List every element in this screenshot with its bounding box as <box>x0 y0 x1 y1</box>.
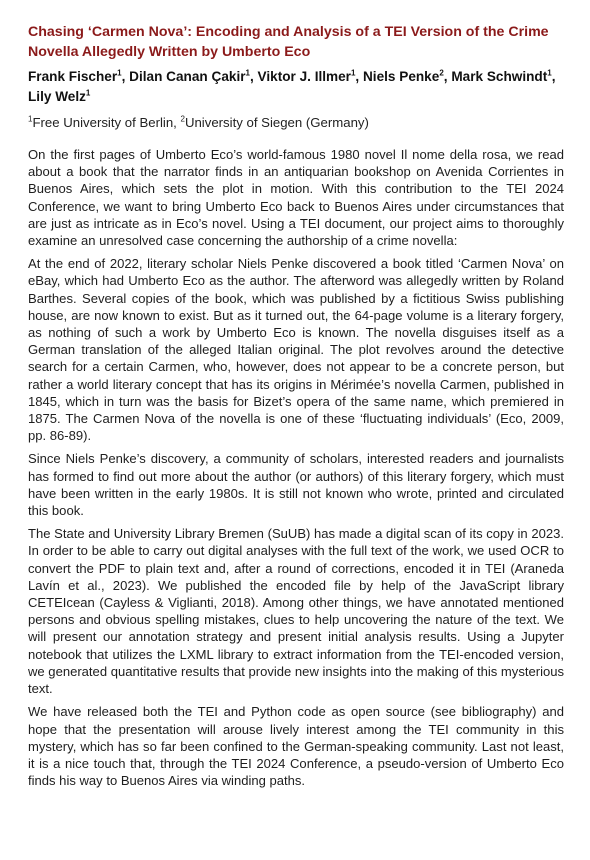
author: Viktor J. Illmer$^1$, <box>257 68 360 84</box>
author-affiliation-mark: 1 <box>547 68 552 78</box>
affiliations <box>28 114 564 132</box>
affiliation-mark: 1 <box>28 114 33 124</box>
affiliation-mark: 2 <box>180 114 185 124</box>
author-affiliation-mark: 1 <box>245 68 250 78</box>
author-affiliation-mark: 1 <box>117 68 122 78</box>
abstract-paragraph: At the end of 2022, literary scholar Niels Penke discovered a book titled ‘Carmen Nova’ on eBay, which had Umberto Eco as the author. The afterword was allegedly written by Roland Barthes. Several copies of the book, which was published by a fictitious Swiss publishing house, are now known to exist. But as it turned out, the 64-page volume is a literary forgery, as nothing of such a work by Umberto Eco is known. The novella disguises itself as a German translation of the alleged Italian original. The plot revolves around the detective search for a certain Carmen, who, however, does not appear to be a concrete person, but rather a world literary concept that has its origins in Mérimée’s novella Carmen, published in 1845, which in turn was the basis for Bizet’s opera of the same name, which premiered in 1875. The Carmen Nova of the novella is one of these ‘fluctuating individuals’ (Eco, 2009, pp. 86-89). <box>28 256 564 444</box>
author: Frank Fischer$^1$, <box>28 68 126 84</box>
author-affiliation-mark: 1 <box>85 88 91 98</box>
author: Niels Penke$^2$, <box>362 68 448 84</box>
author <box>28 89 90 104</box>
author-name: Viktor J. Illmer <box>257 69 351 84</box>
author: Mark Schwindt$^1$, <box>451 68 556 84</box>
paper-title: Chasing ‘Carmen Nova’: Encoding and Analysis of a TEI Version of the Crime Novella Allegedly Written by Umberto Eco <box>28 24 549 60</box>
abstract-paragraph: The State and University Library Bremen (SuUB) has made a digital scan of its copy in 2023. In order to be able to carry out digital analyses with the full text of the work, we used OCR to convert the PDF to plain text and, after a round of corrections, encoded it in TEI (Araneda Lavín et al., 2023). We published the encoded file by help of the JavaScript library CETEIcean (Cayless & Viglianti, 2018). Among other things, we have annotated mentioned persons and obvious spelling mistakes, clues to help uncovering the nature of the text. We will present our annotation strategy and present initial analysis results. Using a Jupyter notebook that utilizes the LXML library to extract information from the TEI-encoded version, we generated quantitative results that provide new insights into the making of this mysterious text. <box>28 526 564 697</box>
affiliation-text: University of Siegen (Germany) <box>184 115 369 130</box>
author-name: Niels Penke <box>362 69 440 84</box>
author-affiliation-mark: 1 <box>350 68 356 78</box>
author: Dilan Canan Çakir$^1$, <box>129 68 254 84</box>
author-affiliation-mark: 2 <box>439 68 444 78</box>
abstract-paragraph: Since Niels Penke’s discovery, a community of scholars, interested readers and journalists has formed to find out more about the author (or authors) of this literary forgery, which must have been written in the early 1980s. It is still not known who wrote, printed and circulated this book. <box>28 451 564 519</box>
author-name: Frank Fischer <box>28 69 118 84</box>
author-list <box>28 67 564 107</box>
author-name: Lily Welz <box>28 89 86 104</box>
abstract-paragraph: On the first pages of Umberto Eco’s world-famous 1980 novel Il nome della rosa, we read about a book that the narrator finds in an antiquarian bookshop on Avenida Corrientes in Buenos Aires, which sets the plot in motion. With this contribution to the TEI 2024 Conference, we want to bring Umberto Eco back to Buenos Aires under circumstances that are just as intricate as in Eco’s novel. Using a TEI document, our project aims to thoroughly examine an unresolved case concerning the authorship of a crime novella: <box>28 147 564 249</box>
author-name: Dilan Canan Çakir <box>129 69 246 84</box>
abstract-paragraph: We have released both the TEI and Python code as open source (see bibliography) and hope that the presentation will arouse lively interest among the TEI community in this mystery, which has so far been confined to the German-speaking community. Last not least, it is a nice touch that, through the TEI 2024 Conference, a pseudo-version of Umberto Eco finds his way to Buenos Aires via winding paths. <box>28 704 564 789</box>
author-name: Mark Schwindt <box>451 69 548 84</box>
affiliation-text: Free University of Berlin, <box>32 115 181 130</box>
